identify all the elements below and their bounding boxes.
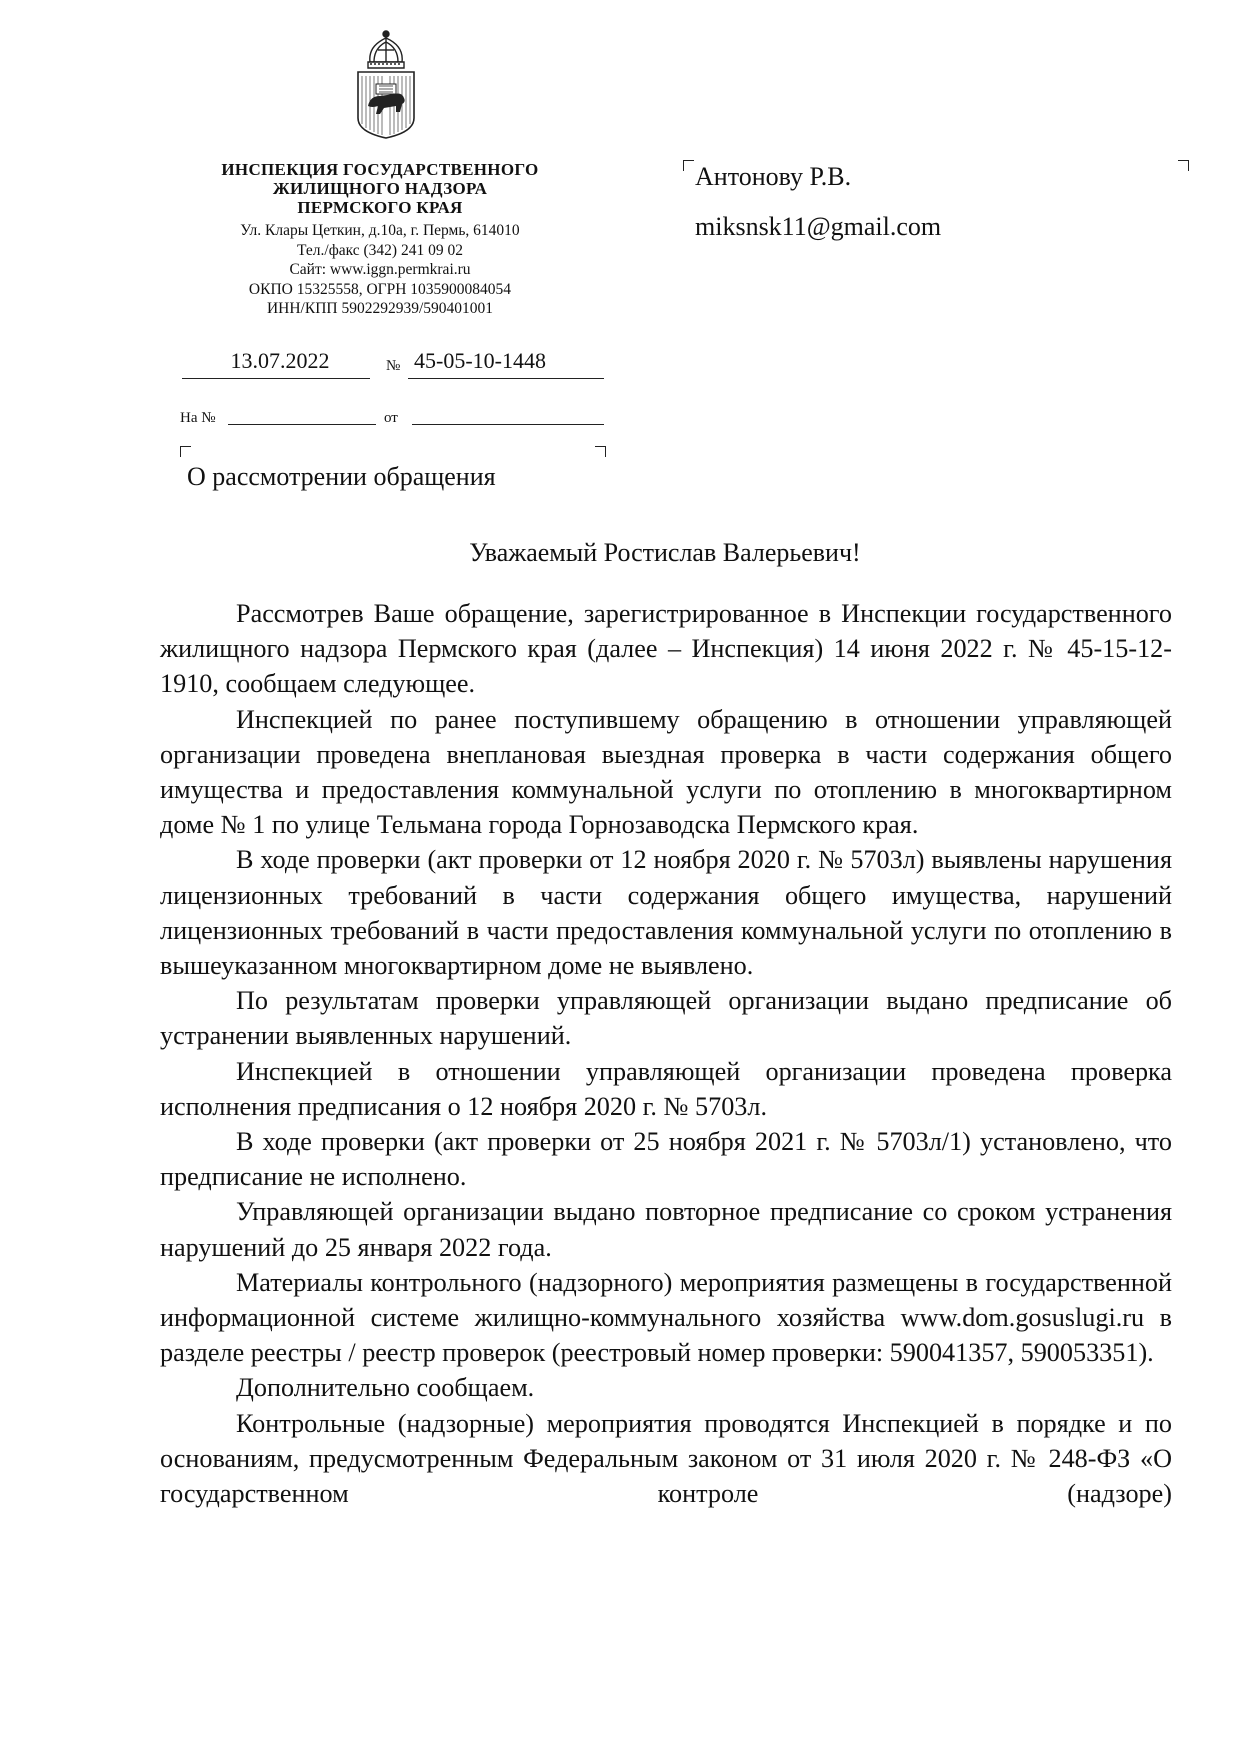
letter-subject: О рассмотрении обращения	[187, 462, 496, 491]
subject-corner-mark	[180, 446, 191, 457]
body-paragraph: Дополнительно сообщаем.	[236, 1373, 535, 1403]
outgoing-number-label: №	[386, 358, 401, 374]
salutation: Уважаемый Ростислав Валерьевич!	[469, 538, 861, 567]
organization-name-line: ПЕРМСКОГО КРАЯ	[297, 198, 463, 217]
reply-to-number-label: На №	[180, 410, 216, 426]
body-paragraph: Контрольные (надзорные) мероприятия проводятся Инспекцией в порядке и по основаниям, предусмотренным Федеральным законом от 31 июля 2020 г. № 248-ФЗ «О государственном контроле (надзоре)	[160, 1408, 1172, 1509]
organization-phone: Тел./факс (342) 241 09 02	[297, 241, 463, 259]
subject-corner-mark	[595, 446, 606, 457]
organization-requisites	[160, 160, 600, 319]
perm-krai-coat-of-arms-emblem	[350, 28, 422, 140]
organization-name-line: ИНСПЕКЦИЯ ГОСУДАРСТВЕННОГО	[221, 160, 539, 179]
addressee-corner-mark	[1178, 160, 1189, 171]
organization-website: Сайт: www.iggn.permkrai.ru	[289, 261, 471, 278]
letter-body	[160, 596, 1172, 1511]
organization-name-line: ЖИЛИЩНОГО НАДЗОРА	[272, 179, 488, 198]
body-paragraph: Рассмотрев Ваше обращение, зарегистрированное в Инспекции государственного жилищного надзора Пермского края (далее – Инспекция) 14 июня 2022 г. № 45-15-12-1910, сообщаем следующее.	[160, 599, 1172, 699]
body-paragraph: Материалы контрольного (надзорного) мероприятия размещены в государственной информационной системе жилищно-коммунального хозяйства www.dom.gosuslugi.ru в разделе реестры / реестр проверок (реестровый номер проверки: 590041357, 590053351).	[160, 1267, 1172, 1368]
organization-okpo-ogrn: ОКПО 15325558, ОГРН 1035900084054	[248, 280, 512, 298]
body-paragraph: По результатам проверки управляющей организации выдано предписание об устранении выявленных нарушений.	[160, 986, 1172, 1051]
addressee-email: miksnsk11@gmail.com	[695, 212, 942, 241]
outgoing-date-underline	[182, 378, 370, 379]
addressee-corner-mark	[683, 160, 694, 171]
addressee-name: Антонову Р.В.	[695, 162, 852, 191]
organization-inn-kpp: ИНН/КПП 5902292939/590401001	[266, 300, 494, 317]
reply-to-number-underline	[228, 424, 376, 425]
body-paragraph: Инспекцией по ранее поступившему обращению в отношении управляющей организации проведена внеплановая выездная проверка в части содержания общего имущества и предоставления коммунальной услуги по отоплению в многоквартирном доме № 1 по улице Тельмана города Горнозаводска Пермского края.	[160, 704, 1172, 840]
reply-to-date-underline	[412, 424, 604, 425]
body-paragraph: В ходе проверки (акт проверки от 25 ноября 2021 г. № 5703л/1) установлено, что предписание не исполнено.	[160, 1127, 1172, 1192]
body-paragraph: Управляющей организации выдано повторное предписание со сроком устранения нарушений до 25 января 2022 года.	[160, 1197, 1172, 1262]
body-paragraph: Инспекцией в отношении управляющей организации проведена проверка исполнения предписания о 12 ноября 2020 г. № 5703л.	[160, 1056, 1172, 1121]
outgoing-number-underline	[408, 378, 604, 379]
outgoing-date: 13.07.2022	[230, 348, 330, 373]
reply-to-date-label: от	[384, 410, 398, 426]
body-paragraph: В ходе проверки (акт проверки от 12 ноября 2020 г. № 5703л) выявлены нарушения лицензионных требований в части содержания общего имущества, нарушений лицензионных требований в части предоставления коммунальной услуги по отоплению в вышеуказанном многоквартирном доме не выявлено.	[160, 845, 1172, 981]
outgoing-number: 45-05-10-1448	[414, 348, 546, 373]
organization-address: Ул. Клары Цеткин, д.10а, г. Пермь, 614010	[240, 222, 520, 239]
